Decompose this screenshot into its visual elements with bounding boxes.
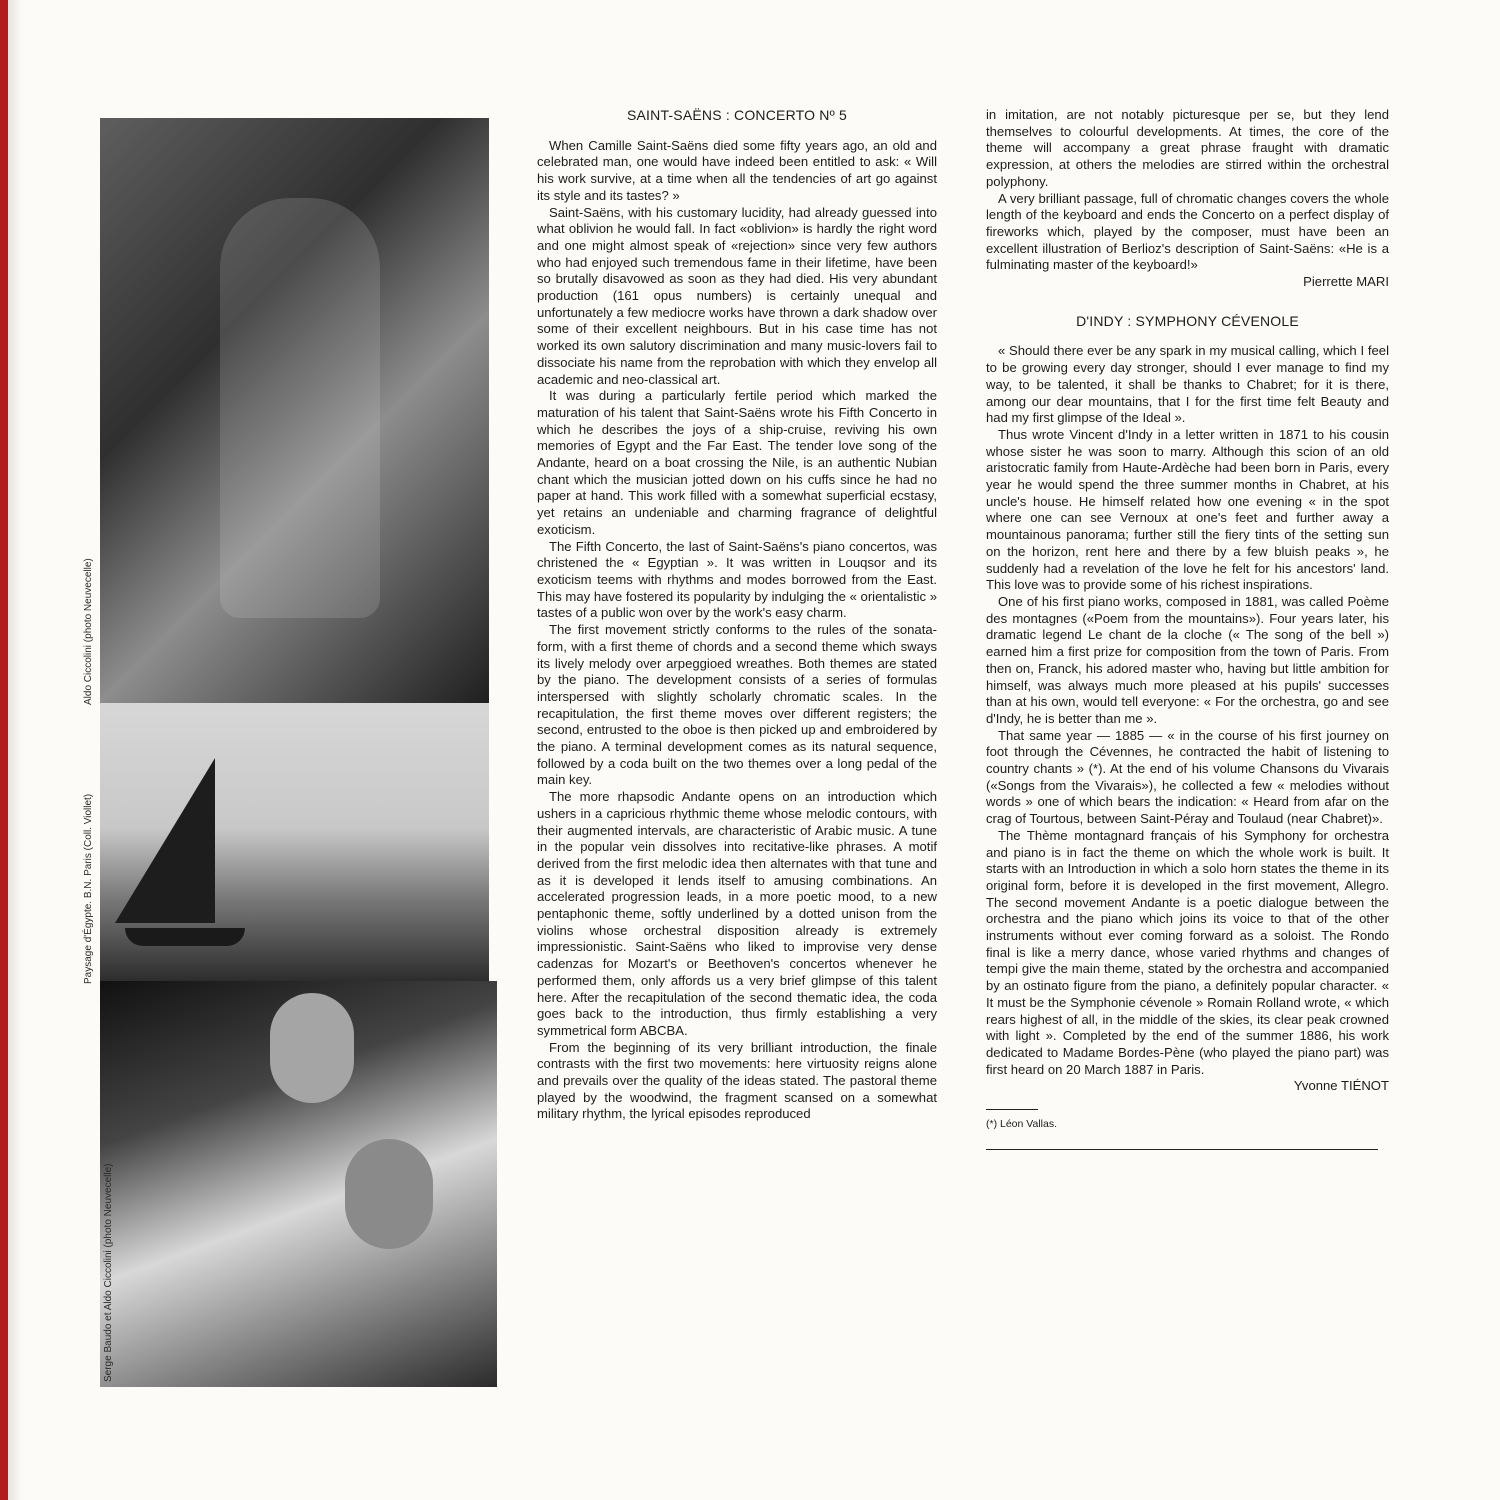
dindy-paragraph-3: One of his first piano works, composed in 1881, was called Poème des montagnes («Poem from the mountains»). Four years later, his dramatic legend Le chant de la cloche (« The song of the bell ») earned him a first prize for composition from the town of Paris. From then on, Franck, his adored master who, having but little ambition for himself, was always much more pleased at his pupils' successes than at his own, would tell everyone: « For the orchestra, go and see d'Indy, he is better than me ». bbox=[986, 593, 1389, 726]
photo-egypt-landscape bbox=[100, 703, 489, 981]
photo1-caption: Aldo Ciccolini (photo Neuvecelle) bbox=[83, 558, 94, 705]
dindy-author: Yvonne TIÉNOT bbox=[1293, 1078, 1389, 1094]
saint-saens-paragraph-4: The Fifth Concerto, the last of Saint-Saëns's piano concertos, was christened the « Egyptian ». It was written in Louqsor and its exoticism teems with rhythms and modes borrowed from the East. This may have fostered its popularity by indulging the « orientalistic » tastes of a public won over by the work's easy charm. bbox=[537, 538, 937, 621]
saint-saens-final-paragraph: A very brilliant passage, full of chromatic changes covers the whole length of the keyboard and ends the Concerto on a perfect display of fireworks which, played by the composer, must have been an excellent illustration of Berlioz's description of Saint-Saëns: «He is a fulminating master of the keyboard!» bbox=[986, 190, 1389, 273]
saint-saens-paragraph-7: From the beginning of its very brilliant introduction, the finale contrasts with the first two movements: here virtuosity reigns alone and prevails over the quality of the ideas stated. The pastoral theme played by the woodwind, the fragment scansed on a somewhat military rhythm, the lyrical episodes reproduced bbox=[537, 1039, 937, 1122]
photo3-caption: Serge Baudo et Aldo Ciccolini (photo Neuvecelle) bbox=[103, 1163, 114, 1382]
saint-saens-paragraph-2: Saint-Saëns, with his customary lucidity, had already guessed into what oblivion he would fall. In fact «oblivion» is hardly the right word and one might almost speak of «rejection» since very few authors who had enjoyed such tremendous fame in their lifetime, have been so brutally disavowed as soon as they had died. His very abundant production (161 opus numbers) is certainly unequal and unfortunately a few mediocre works have thrown a dark shadow over some of their excellent neighbours. But in his case time has not worked its own salutory discrimination and many music-lovers fail to dissociate his name from the reprobation with which they envelop all academic and neo-classical art. bbox=[537, 204, 937, 387]
dindy-paragraph-5: The Thème montagnard français of his Symphony for orchestra and piano is in fact the theme on which the whole work is built. It starts with an Introduction in which a solo horn states the theme in its original form, before it is developed in the first movement, Allegro. The second movement Andante is a poetic dialogue between the orchestra and the piano which joins its voice to that of the other instruments without ever coming forward as a soloist. The Rondo final is like a merry dance, whose varied rhythms and changes of tempi give the main theme, stated by the orchestra and accompanied by an ostinato figure from the piano, a definitely popular character. « It must be the Symphonie cévenole » Romain Rolland wrote, « which rears highest of all, in the middle of the skies, its clear peak crowned with light ». Completed by the end of the summer 1886, his work dedicated to Madame Bordes-Pène (who played the piano part) was first heard on 20 March 1887 in Paris. bbox=[986, 827, 1389, 1077]
saint-saens-continuation: in imitation, are not notably picturesque per se, but they lend themselves to colourful developments. At times, the core of the theme will accompany a great phrase fraught with dramatic expression, at others the melodies are stirred within the orchestral polyphony. bbox=[986, 107, 1389, 189]
saint-saens-paragraph-5: The first movement strictly conforms to the rules of the sonata-form, with a first theme of chords and a second theme which sways its lively melody over arpeggioed wreathes. Both themes are stated by the piano. The development consists of a series of formulas interspersed with slightly scholarly chromatic scales. In the recapitulation, the first theme moves over different registers; the second, entrusted to the oboe is then picked up and embroidered by the piano. A terminal development comes as its natural sequence, followed by a coda built on the two themes over a long pedal of the main key. bbox=[537, 622, 937, 788]
pianist-seated-figure bbox=[345, 1139, 433, 1249]
sleeve-fold-shadow bbox=[8, 0, 22, 1500]
saint-saens-paragraph-6: The more rhapsodic Andante opens on an introduction which ushers in a capricious rhythmic theme whose melodic contours, with their augmented intervals, are characteristic of Arabic music. A tune in the popular vein dissolves into recitative-like phrases. A motif derived from the first melodic idea then alternates with that tune and as it is developed it lends itself to amusing combinations. An accelerated progression leads, in a more poetic mood, to a new pentaphonic theme, softly underlined by a dotted unison from the violins whose orchestral disposition already is extremely impressionistic. Saint-Saëns who liked to improvise very dense cadenzas for Mozart's or Beethoven's concertos whenever he performed them, only affords us a very brief glimpse of this talent here. After the recapitulation of the second thematic idea, the coda goes back to the introduction, thus firmly establishing a very symmetrical form ABCBA. bbox=[537, 789, 937, 1038]
photo-aldo-ciccolini bbox=[100, 118, 489, 703]
saint-saens-author: Pierrette MARI bbox=[1303, 274, 1389, 290]
pianist-figure bbox=[220, 198, 380, 618]
footnote: (*) Léon Vallas. bbox=[986, 1118, 1058, 1131]
footnote-rule bbox=[986, 1109, 1038, 1110]
saint-saens-column bbox=[537, 107, 937, 1123]
saint-saens-paragraph-1: When Camille Saint-Saëns died some fifty years ago, an old and celebrated man, one would have indeed been entitled to ask: « Will his work survive, at a time when all the tendencies of art go against its style and its tastes? » bbox=[537, 137, 937, 203]
right-column bbox=[986, 107, 1389, 1150]
photo2-caption: Paysage d'Égypte. B.N. Paris (Coll. Viollet) bbox=[83, 793, 94, 984]
sailboat-sail bbox=[115, 758, 215, 923]
sailboat-hull bbox=[125, 928, 245, 946]
saint-saens-paragraph-3: It was during a particularly fertile period which marked the maturation of his talent that Saint-Saëns wrote his Fifth Concerto in which he describes the joys of a ship-cruise, reviving his own memories of Egypt and the Far East. The tender love song of the Andante, heard on a boat crossing the Nile, is an authentic Nubian chant which the musician jotted down on his cuffs since he had no paper at hand. This work filled with a somewhat superficial ecstasy, yet retains an undeniable and charming fragrance of delightful exoticism. bbox=[537, 388, 937, 537]
dindy-paragraph-1: « Should there ever be any spark in my musical calling, which I feel to be growing every day stronger, should I ever manage to find my way, to be talented, it shall be thanks to Chabret; for it is there, among our dear mountains, that I for the first time felt Beauty and had my first glimpse of the Ideal ». bbox=[986, 343, 1389, 426]
dindy-heading: D'INDY : SYMPHONY CÉVENOLE bbox=[1076, 312, 1299, 329]
bottom-rule bbox=[986, 1149, 1378, 1150]
conductor-figure bbox=[270, 993, 354, 1103]
photo-baudo-ciccolini bbox=[100, 981, 497, 1387]
sleeve-red-edge bbox=[0, 0, 8, 1500]
saint-saens-heading: SAINT-SAËNS : CONCERTO Nº 5 bbox=[626, 107, 848, 123]
dindy-paragraph-2: Thus wrote Vincent d'Indy in a letter written in 1871 to his cousin whose sister he was soon to marry. Although this scion of an old aristocratic family from Haute-Ardèche had been born in Paris, every year he would spend the three summer months in Chabret, at his uncle's house. He himself related how one evening « in the spot where one can see Vernoux at one's feet and further away a mountainous panorama; further still the fiery tints of the setting sun on the horizon, rent here and there by a few bluish peaks », he suddenly had a revelation of the love he felt for his ancestors' land. This love was to provide some of his richest inspirations. bbox=[986, 426, 1389, 593]
dindy-paragraph-4: That same year — 1885 — « in the course of his first journey on foot through the Cévennes, he contracted the habit of listening to country chants » (*). At the end of his volume Chansons du Vivarais («Songs from the Vivarais»), he collected a few « melodies without words » one of which bears the indication: « Heard from afar on the crag of Tourtous, between Saint-Péray and Toulaud (near Chabret)». bbox=[986, 727, 1389, 827]
